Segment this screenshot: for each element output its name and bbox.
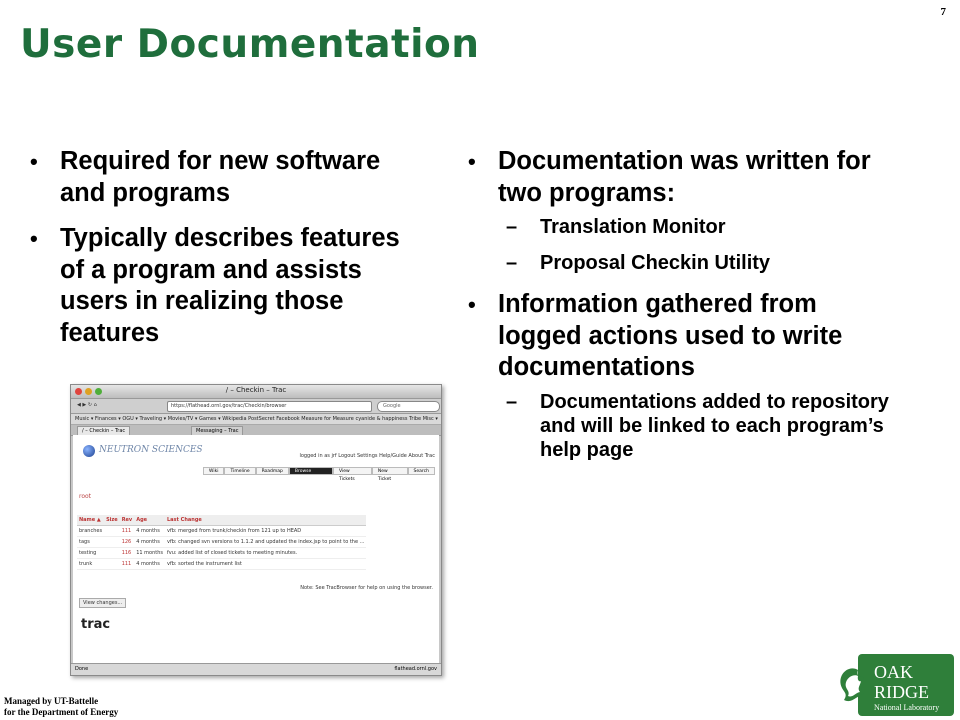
bullet-dot-icon: • (468, 292, 476, 317)
bullet-item: • Information gathered from logged actions used to write documentations – Documentations added to repository and will be linked to each program’s help page (464, 289, 894, 462)
logo-national-laboratory: National Laboratory (874, 703, 940, 712)
table-row: trunk 111 4 months vfb: sorted the instrument list (77, 559, 366, 570)
status-bar: Done flathead.ornl.gov (71, 663, 441, 675)
window-title: / – Checkin – Trac (225, 386, 287, 394)
window-titlebar (71, 385, 441, 399)
bullet-dot-icon: • (30, 149, 38, 174)
google-search-field: Google (377, 401, 440, 412)
nav-roadmap: Roadmap (256, 467, 289, 475)
tracbrowser-note: Note: See TracBrowser for help on using the browser. (300, 585, 433, 591)
sub-bullet-list (498, 390, 894, 462)
meta-nav: logged in as jrf Logout Settings Help/Guide About Trac (299, 453, 435, 459)
page-number: 7 (940, 6, 946, 18)
nav-view-tickets: View Tickets (333, 467, 372, 475)
sub-bullet-item: – Documentations added to repository and will be linked to each program’s help page (506, 390, 889, 461)
browser-tab: Messaging – Trac (191, 426, 243, 435)
back-forward-icon: ◀ ▶ ↻ ⌂ (77, 402, 97, 408)
footer-managed-by: Managed by UT-Battelle for the Department of Energy (4, 696, 119, 717)
browser-tab: / – Checkin – Trac (77, 426, 130, 435)
sub-bullet-item: – Proposal Checkin Utility (506, 252, 771, 274)
left-column (26, 146, 426, 363)
right-column (464, 146, 894, 476)
bullet-item: • Typically describes features of a program and assists users in realizing those features (30, 224, 400, 347)
trac-main-nav (203, 467, 435, 482)
url-bar: https://flathead.ornl.gov/trac/Checkin/browser (167, 401, 372, 412)
trac-page (73, 435, 439, 663)
right-bullet-list (464, 146, 894, 462)
table-row: testing 116 11 months fvu: added list of closed tickets to meeting minutes. (77, 548, 366, 559)
nav-timeline: Timeline (224, 467, 255, 475)
path-root: root (79, 493, 92, 500)
left-bullet-list (26, 146, 426, 349)
source-table: Name ▲ Size Rev Age Last Change branches 111 4 months vfb: merged from trunk/checkin from 121 up to HEAD tags 126 4 months vfb: changed svn versions to 1.1.2 and updated the index.jsp to point to the ... testing 116 11 months fvu: added list of closed tickets to meeting minutes. trunk 111 4 months vfb: sorted the instrument list (77, 515, 366, 570)
nav-search: Search (408, 467, 435, 475)
nav-wiki: Wiki (203, 467, 224, 475)
bookmarks-bar: Music ▾ Finances ▾ OGU ▾ Traveling ▾ Movies/TV ▾ Games ▾ Wikipedia PostSecret Facebook Measure for Measure cyanide & happiness Tribe Misc ▾ (71, 414, 441, 425)
sub-bullet-item: – Translation Monitor (506, 216, 726, 238)
neutron-sciences-logo-icon (83, 445, 95, 457)
bullet-dot-icon: • (468, 149, 476, 174)
bullet-item: • Required for new software and programs (30, 147, 381, 207)
bullet-item: • Documentation was written for two programs: – Translation Monitor – Proposal Checkin Utility (464, 146, 894, 275)
browser-toolbar (71, 399, 441, 414)
logo-oak: OAK (874, 662, 913, 682)
view-changes-button: View changes... (79, 598, 126, 608)
bullet-dot-icon: • (30, 226, 38, 251)
sub-bullet-list (498, 215, 894, 275)
ornl-logo (834, 654, 954, 716)
logo-ridge: RIDGE (874, 682, 929, 702)
slide-title: User Documentation (20, 22, 480, 67)
neutron-sciences-logo: NEUTRON SCIENCES (99, 445, 203, 455)
trac-logo: trac (81, 617, 111, 632)
nav-browse-source: Browse Source (289, 467, 333, 475)
nav-new-ticket: New Ticket (372, 467, 408, 475)
table-row: branches 111 4 months vfb: merged from trunk/checkin from 121 up to HEAD (77, 526, 366, 537)
table-row: tags 126 4 months vfb: changed svn versions to 1.1.2 and updated the index.jsp to point to the ... (77, 537, 366, 548)
trac-browser-screenshot (70, 384, 442, 676)
